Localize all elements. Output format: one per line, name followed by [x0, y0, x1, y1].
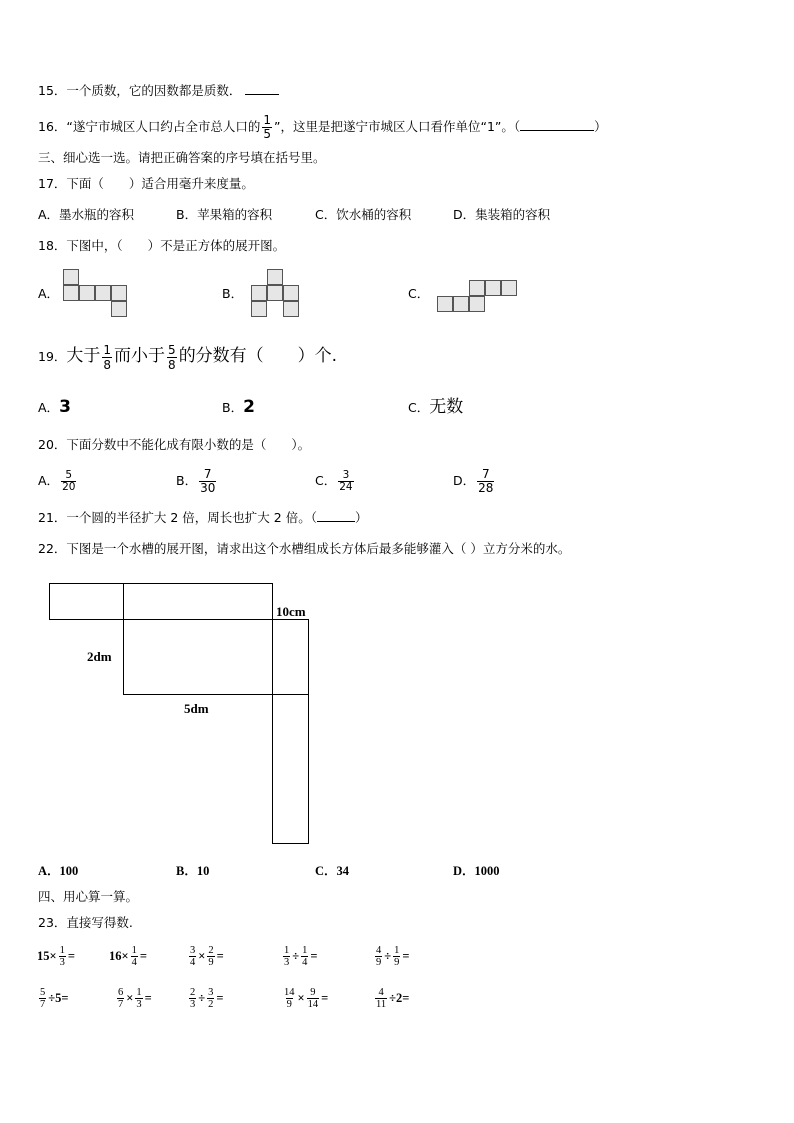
option-a[interactable]: A．3 — [38, 397, 71, 417]
question-number: 18． — [38, 238, 67, 253]
option-b[interactable]: B． — [222, 286, 244, 301]
net-square — [485, 280, 501, 296]
net-panel — [123, 583, 273, 620]
option-d[interactable]: D．1000 — [453, 864, 500, 878]
option-c[interactable]: C． $\frac{3}{24}$ — [315, 469, 353, 493]
question-text: 下面（ ）适合用毫升来度量。 — [66, 176, 254, 191]
option-a[interactable]: A．墨水瓶的容积 — [38, 207, 135, 222]
question-text: 的分数有（ ）个. — [178, 346, 338, 366]
option-b[interactable]: B． $\frac{7}{30}$ — [176, 467, 216, 495]
question-number: 20． — [38, 437, 67, 452]
net-square — [283, 301, 299, 317]
net-panel — [272, 694, 309, 844]
fraction: $\frac{2}{9}$ — [208, 945, 214, 968]
question-number: 23． — [38, 915, 67, 930]
question-text: ”，这里是把遂宁市城区人口看作单位“1”。（ — [274, 119, 521, 134]
question-22 — [38, 540, 570, 558]
calc-item[interactable]: $\frac{3}{4}$ × $\frac{2}{9}$ = — [190, 945, 224, 968]
question-text: 下图中，（ ）不是正方体的展开图。 — [66, 238, 286, 253]
question-text: “遂宁市城区人口约占全市总人口的 — [66, 119, 261, 134]
fraction: $\frac{1}{4}$ — [131, 945, 137, 968]
fraction: $\frac{4}{11}$ — [376, 987, 387, 1010]
question-number: 21． — [38, 510, 67, 525]
fraction: $\frac{1}{3}$ — [284, 945, 290, 968]
calc-item[interactable]: 15× $\frac{1}{3}$ = — [37, 945, 75, 968]
net-square — [111, 301, 127, 317]
net-square — [469, 296, 485, 312]
fraction: $\frac{5}{7}$ — [40, 987, 46, 1010]
fraction: $\frac{9}{14}$ — [307, 987, 319, 1010]
calc-item[interactable]: $\frac{5}{7}$ ÷5= — [40, 987, 69, 1010]
fraction: $\frac{1}{4}$ — [302, 945, 308, 968]
calc-item[interactable]: $\frac{6}{7}$ × $\frac{1}{3}$ = — [118, 987, 152, 1010]
net-square — [251, 285, 267, 301]
question-number: 15． — [38, 83, 67, 98]
net-square — [267, 285, 283, 301]
option-c[interactable]: C． — [408, 286, 430, 301]
net-panel — [123, 619, 273, 695]
net-square — [79, 285, 95, 301]
section-heading-4: 四、用心算一算。 — [38, 889, 139, 904]
net-panel — [49, 583, 124, 620]
calc-item[interactable]: $\frac{14}{9}$ × $\frac{9}{14}$ = — [284, 987, 329, 1010]
fraction: $\frac{3}{2}$ — [208, 987, 214, 1010]
net-square — [111, 285, 127, 301]
fraction: $\frac{1}{3}$ — [59, 945, 65, 968]
net-square — [453, 296, 469, 312]
fraction: $\frac{14}{9}$ — [284, 987, 295, 1010]
question-17 — [38, 175, 254, 193]
answer-blank[interactable] — [245, 82, 279, 95]
option-d[interactable]: D． $\frac{7}{28}$ — [453, 467, 494, 495]
question-text: 一个圆的半径扩大 2 倍，周长也扩大 2 倍。（ — [66, 510, 317, 525]
question-text: 下图是一个水槽的展开图，请求出这个水槽组成长方体后最多能够灌入（ ）立方分米的水。 — [66, 541, 571, 556]
question-text: 而小于 — [114, 346, 166, 366]
fraction: $\frac{5}{8}$ — [168, 343, 176, 372]
fraction: $\frac{3}{4}$ — [190, 945, 196, 968]
fraction: $\frac{5}{20}$ — [62, 469, 76, 493]
fraction: $\frac{1}{3}$ — [136, 987, 142, 1010]
net-panel — [272, 619, 309, 695]
net-square — [63, 285, 79, 301]
net-square — [283, 285, 299, 301]
question-20 — [38, 436, 310, 454]
fraction: $\frac{1}{9}$ — [394, 945, 400, 968]
question-18 — [38, 237, 285, 255]
dimension-label-length: 5dm — [184, 701, 209, 716]
question-text: 大于 — [66, 346, 101, 366]
question-21: 21．一个圆的半径扩大 2 倍，周长也扩大 2 倍。（ ） — [38, 510, 368, 525]
net-square — [437, 296, 453, 312]
calc-item[interactable]: $\frac{1}{3}$ ÷ $\frac{1}{4}$ = — [284, 945, 318, 968]
fraction: $\frac{1}{8}$ — [103, 343, 112, 372]
dimension-label-height: 2dm — [87, 649, 112, 664]
option-c[interactable]: C．34 — [315, 864, 350, 878]
question-19 — [38, 338, 337, 375]
answer-blank[interactable] — [520, 118, 594, 131]
net-square — [267, 269, 283, 285]
net-square — [469, 280, 485, 296]
fraction: $\frac{1}{5}$ — [263, 113, 272, 141]
question-number: 16． — [38, 119, 67, 134]
question-16: 16．“遂宁市城区人口约占全市总人口的 $\frac{1}{5}$ ”，这里是把遂宁市城区人口看作单位“1”。（ ） — [38, 113, 607, 141]
section-heading-3: 三、细心选一选。请把正确答案的序号填在括号里。 — [38, 150, 326, 165]
option-c[interactable]: C．无数 — [408, 397, 464, 417]
net-square — [63, 269, 79, 285]
question-number: 17． — [38, 176, 67, 191]
option-b[interactable]: B．2 — [222, 397, 255, 417]
net-square — [251, 301, 267, 317]
question-number: 19． — [38, 349, 67, 364]
option-b[interactable]: B．苹果箱的容积 — [176, 207, 273, 222]
net-square — [95, 285, 111, 301]
fraction: $\frac{7}{28}$ — [478, 467, 494, 495]
option-a[interactable]: A．100 — [38, 864, 79, 878]
question-15 — [38, 82, 279, 100]
option-d[interactable]: D．集装箱的容积 — [453, 207, 551, 222]
answer-blank[interactable] — [317, 509, 355, 522]
question-text: 直接写得数. — [66, 915, 133, 930]
option-a[interactable]: A． — [38, 286, 60, 301]
option-a[interactable]: A． $\frac{5}{20}$ — [38, 469, 76, 493]
question-text: 一个质数，它的因数都是质数． — [66, 83, 242, 98]
option-c[interactable]: C．饮水桶的容积 — [315, 207, 412, 222]
question-text: 下面分数中不能化成有限小数的是（ ）。 — [66, 437, 311, 452]
fraction: $\frac{4}{9}$ — [376, 945, 382, 968]
fraction: $\frac{2}{3}$ — [190, 987, 196, 1010]
calc-item[interactable]: $\frac{4}{9}$ ÷ $\frac{1}{9}$ = — [376, 945, 410, 968]
question-23 — [38, 914, 133, 932]
calc-item[interactable]: 16× $\frac{1}{4}$ = — [109, 945, 147, 968]
calc-item[interactable]: $\frac{4}{11}$ ÷2= — [376, 987, 410, 1010]
question-number: 22． — [38, 541, 67, 556]
fraction: $\frac{7}{30}$ — [200, 467, 216, 495]
dimension-label-width: 10cm — [276, 604, 306, 619]
fraction: $\frac{3}{24}$ — [339, 469, 353, 493]
option-b[interactable]: B．10 — [176, 864, 210, 878]
calc-item[interactable]: $\frac{2}{3}$ ÷ $\frac{3}{2}$ = — [190, 987, 224, 1010]
net-square — [501, 280, 517, 296]
fraction: $\frac{6}{7}$ — [118, 987, 124, 1010]
